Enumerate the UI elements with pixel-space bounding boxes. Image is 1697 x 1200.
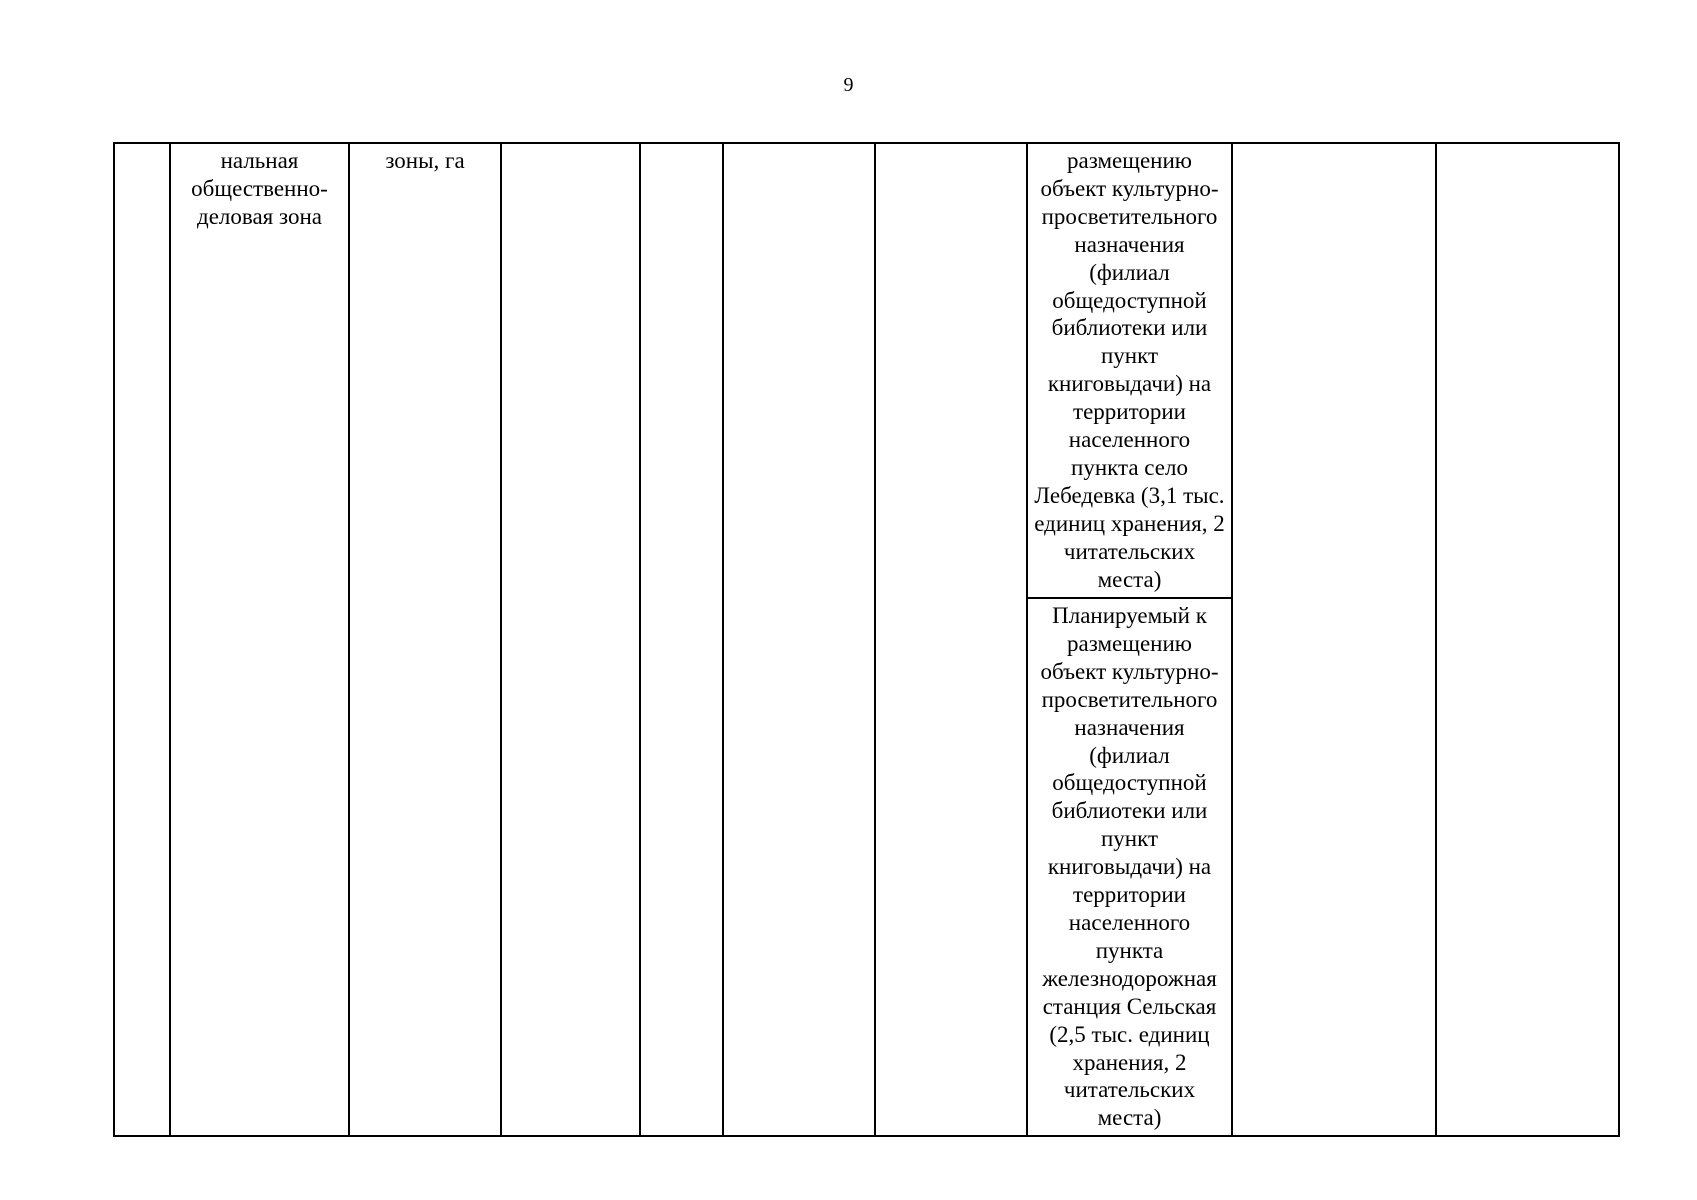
table-cell: [1232, 143, 1436, 1136]
table-cell: [640, 143, 723, 1136]
table-cell-zone-name: нальная общественно- деловая зона: [170, 143, 349, 1136]
table-cell: [501, 143, 640, 1136]
table-cell: [723, 143, 875, 1136]
table-cell-planned-object-lebedevka: размещению объект культурно- просветительного назначения (филиал общедоступной библиотеки или пункт книговыдачи) на территории населенного пункта село Лебедевка (3,1 тыс. единиц хранения, 2 читательских места): [1027, 143, 1232, 598]
page-number: 9: [843, 74, 854, 96]
table-cell-planned-object-selskaya: Планируемый к размещению объект культурно- просветительного назначения (филиал общедоступной библиотеки или пункт книговыдачи) на территории населенного пункта железнодорожная станция Сельская (2,5 тыс. единиц хранения, 2 читательских места): [1027, 598, 1232, 1136]
table-row: [114, 143, 1619, 598]
document-table: [113, 142, 1620, 1137]
table-cell: [875, 143, 1027, 1136]
table-cell: [1436, 143, 1619, 1136]
table-cell-zone-area: зоны, га: [349, 143, 501, 1136]
table-cell-number: [114, 143, 170, 1136]
